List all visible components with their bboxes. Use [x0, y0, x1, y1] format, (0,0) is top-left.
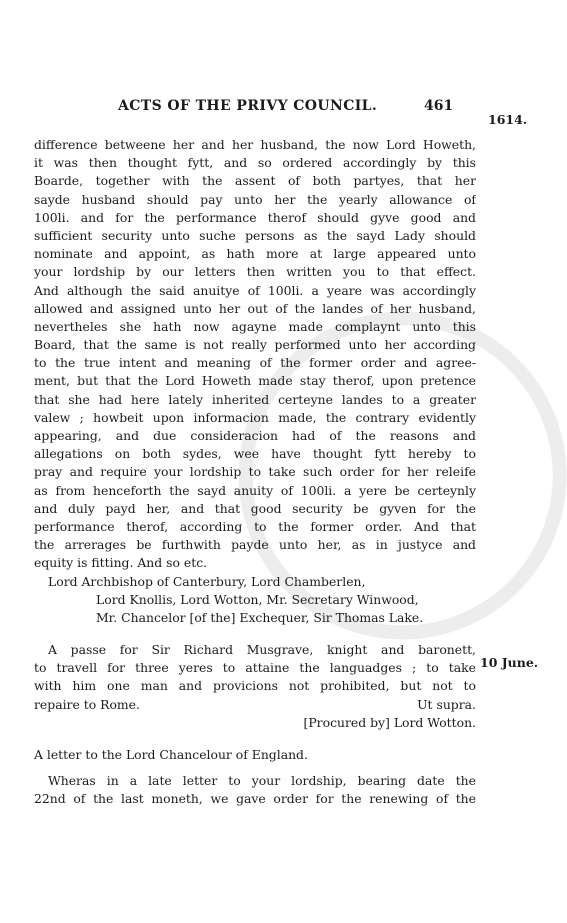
- signatory-line: Mr. Chancelor [of the] Exchequer, Sir Thomas Lake.: [96, 609, 424, 625]
- letter2-paragraph: [34, 746, 476, 809]
- text-line: with him one man and provicions not prohibited, but not to: [34, 678, 476, 694]
- letter-heading: A letter to the Lord Chancelour of England.: [34, 747, 308, 762]
- text-line: nevertheles she hath now agayne made complaynt unto this: [34, 318, 476, 334]
- text-line: sufficient security unto suche persons as the sayd Lady should: [34, 227, 476, 243]
- text-line: as from henceforth the sayd anuity of 100li. a yere be certeynly: [34, 482, 476, 498]
- text-line: to the true intent and meaning of the former order and agree-: [34, 355, 476, 371]
- signatories-block: [34, 573, 476, 628]
- text-line: 100li. and for the performance therof should gyve good and: [34, 209, 476, 225]
- text-line: the arrerages be furthwith payde unto her, as in justyce and: [34, 537, 476, 553]
- text-line: allegations on both sydes, wee have thought fytt hereby to: [34, 446, 476, 462]
- text-line: appearing, and due consideracion had of the reasons and: [34, 428, 476, 443]
- text-line: Wheras in a late letter to your lordship, bearing date the: [48, 773, 476, 789]
- text-line: that she had here lately inherited certeyne landes to a greater: [34, 391, 476, 407]
- text-line: it was then thought fytt, and so ordered accordingly by this: [34, 155, 476, 171]
- procured-by: [Procured by] Lord Wotton.: [303, 714, 476, 730]
- text-line: And although the said anuitye of 100li. a yeare was accordingly: [34, 282, 476, 298]
- ut-supra: Ut supra.: [417, 696, 476, 712]
- signatory-line: Lord Archbishop of Canterbury, Lord Chamberlen,: [48, 573, 366, 589]
- text-line: and duly payd her, and that good security be gyven for the: [34, 500, 476, 516]
- running-title: ACTS OF THE PRIVY COUNCIL.: [118, 98, 378, 114]
- passe-paragraph: [34, 641, 476, 732]
- text-line: difference betweene her and her husband, the now Lord Howeth,: [34, 137, 476, 152]
- text-line: nominate and appoint, as hath more at large appeared unto: [34, 246, 476, 262]
- text-line: equity is fitting. And so etc.: [34, 555, 208, 571]
- text-line: pray and require your lordship to take such order for her releife: [34, 464, 476, 480]
- text-line: [34, 696, 476, 714]
- margin-date: 10 June.: [480, 655, 539, 670]
- text-line: performance therof, according to the former order. And that: [34, 518, 476, 534]
- text-body: [34, 136, 476, 809]
- letter-paragraph: [34, 136, 476, 573]
- text-line: Boarde, together with the assent of both partyes, that her: [34, 173, 476, 189]
- text-line: your lordship by our letters then written you to that effect.: [34, 264, 476, 280]
- text-line: allowed and assigned unto her out of the landes of her husband,: [34, 300, 476, 316]
- passe-last-line: repaire to Rome.: [34, 696, 140, 712]
- text-line: valew ; howbeit upon informacion made, the contrary evidently: [34, 409, 476, 425]
- text-line: 22nd of the last moneth, we gave order for the renewing of the: [34, 791, 476, 807]
- page-number: 461: [424, 98, 454, 114]
- text-line: to travell for three yeres to attaine the languadges ; to take: [34, 660, 476, 676]
- text-line: ment, but that the Lord Howeth made stay therof, upon pretence: [34, 373, 476, 389]
- signatory-line: Lord Knollis, Lord Wotton, Mr. Secretary Winwood,: [96, 591, 419, 607]
- text-line: A passe for Sir Richard Musgrave, knight and baronett,: [48, 642, 476, 658]
- text-line: sayde husband should pay unto her the yearly allowance of: [34, 191, 476, 207]
- margin-year: 1614.: [488, 112, 528, 127]
- text-line: Board, that the same is not really performed unto her according: [34, 337, 476, 353]
